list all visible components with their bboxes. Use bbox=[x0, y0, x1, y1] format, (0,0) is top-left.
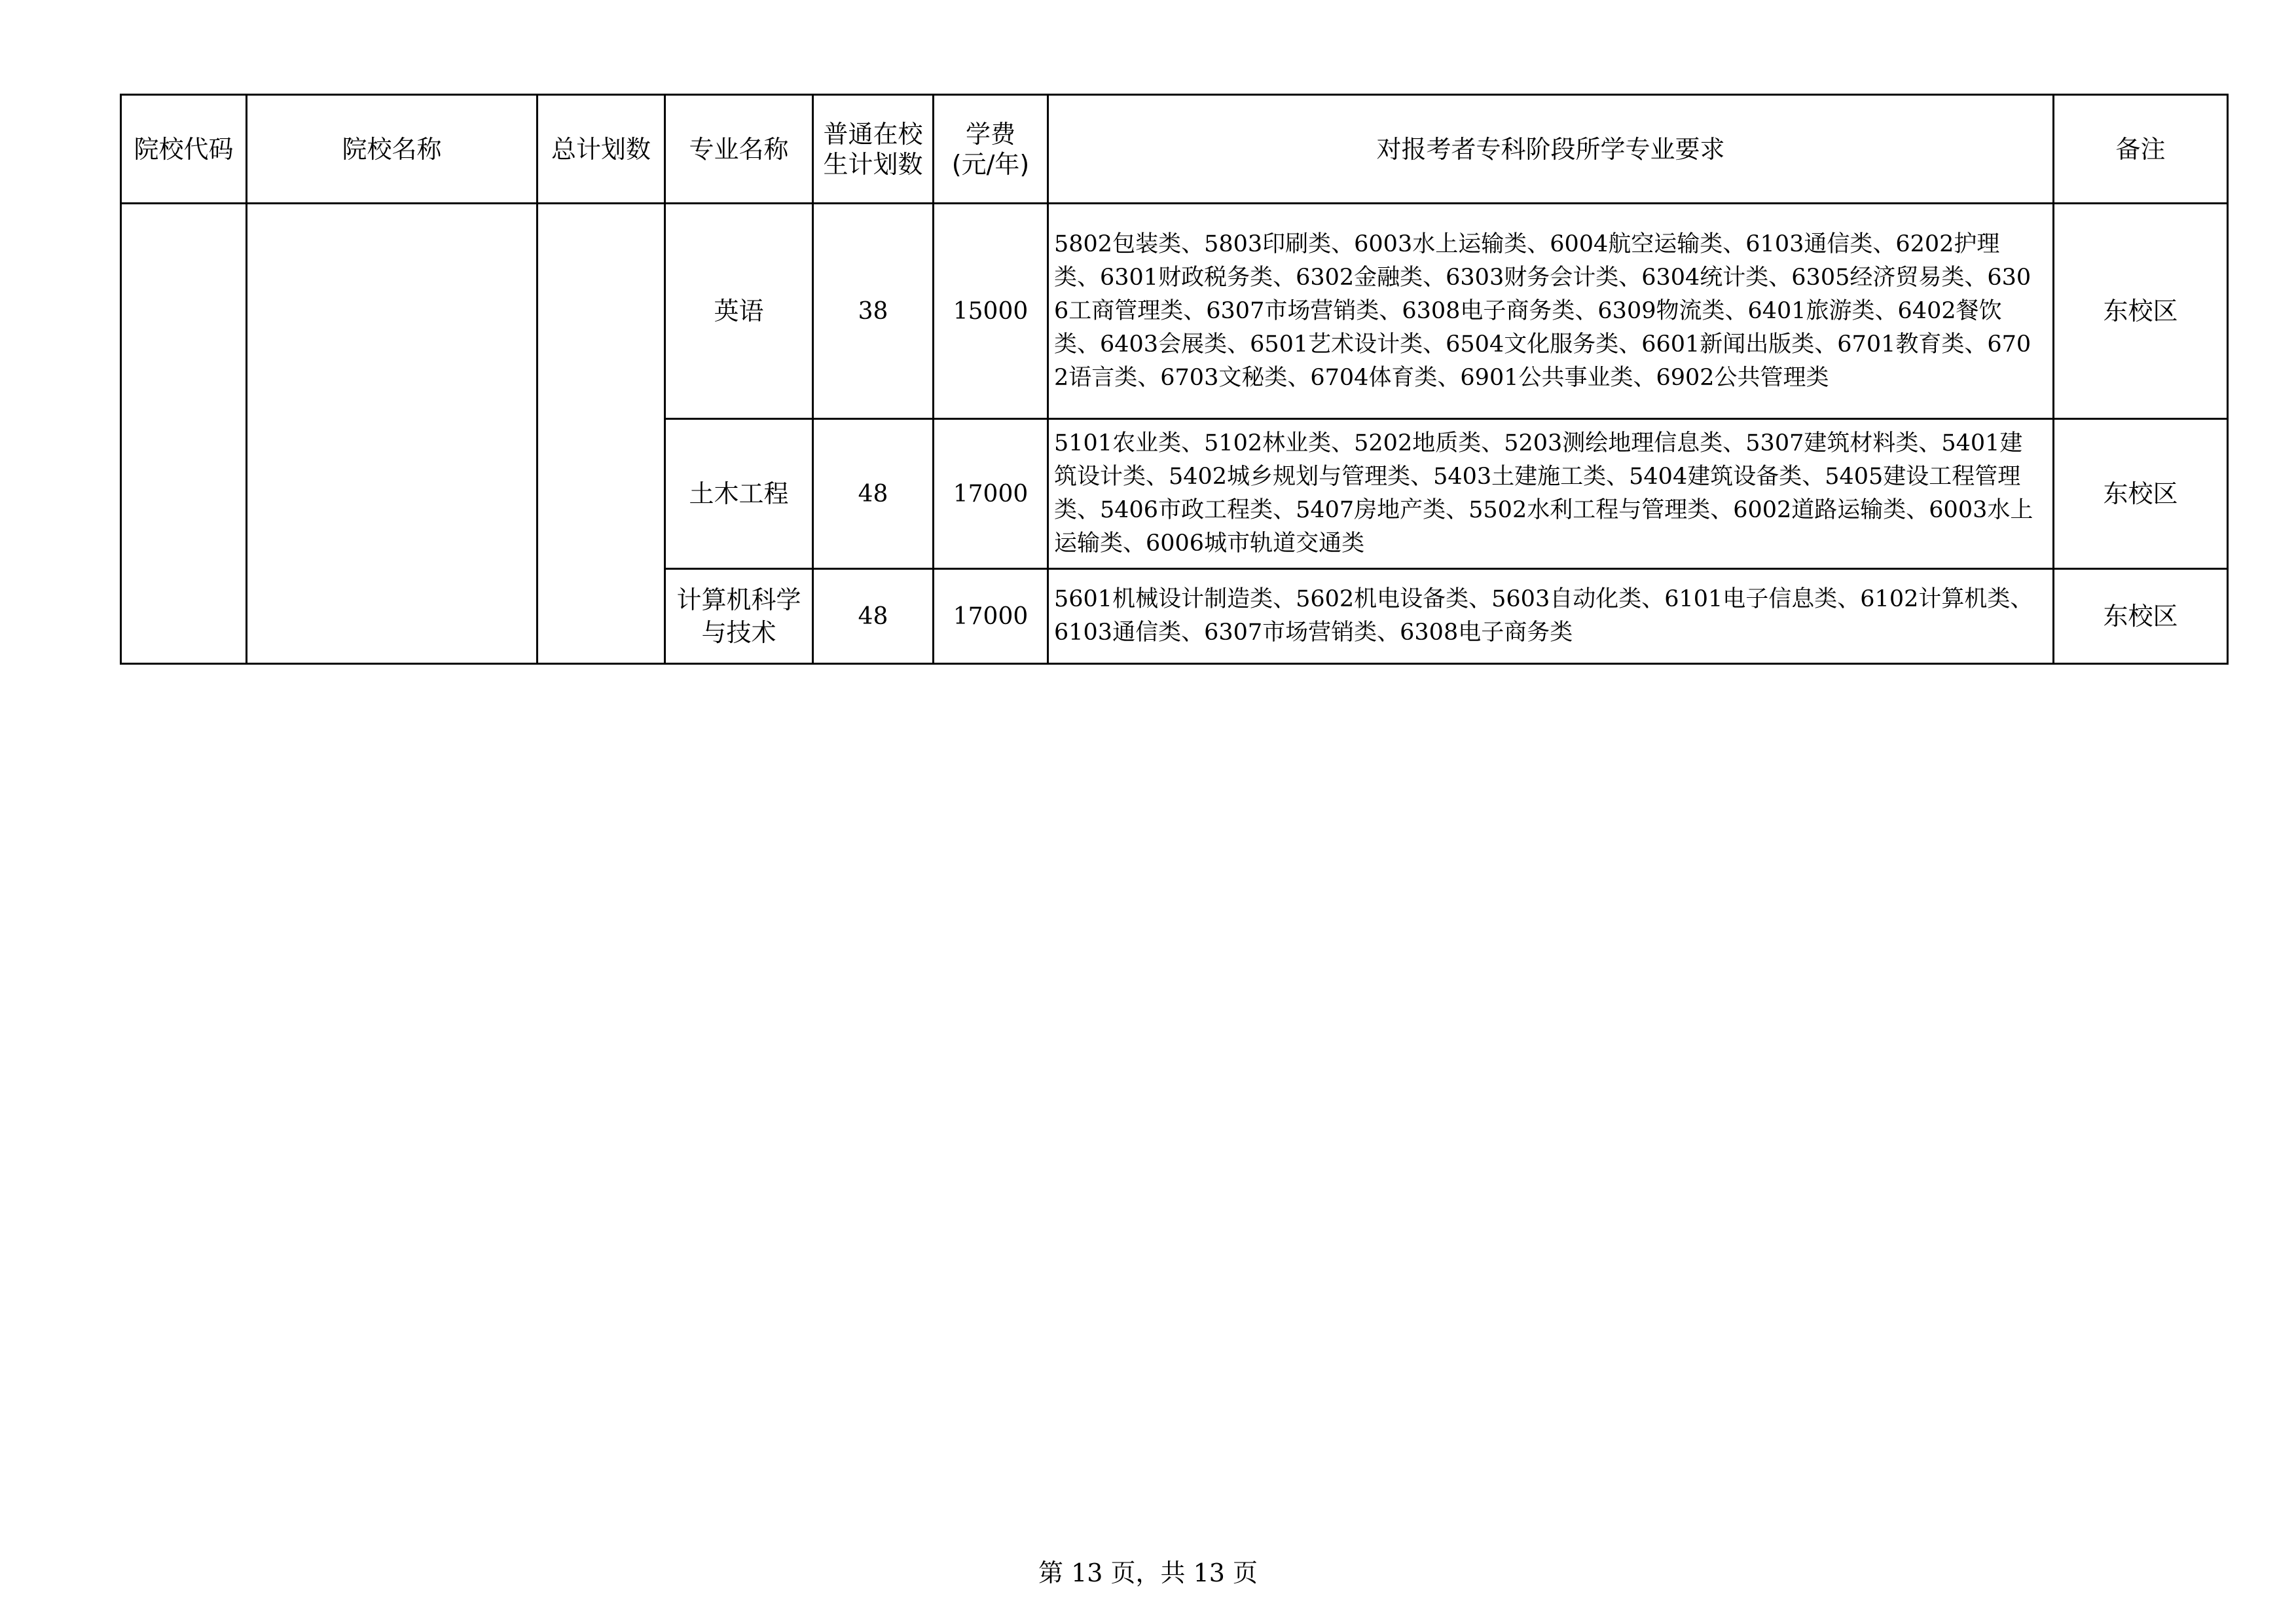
header-major-name: 专业名称 bbox=[665, 95, 813, 204]
remark-cell: 东校区 bbox=[2054, 204, 2228, 419]
header-regular-plan-line2: 生计划数 bbox=[823, 149, 923, 179]
major-name-line2: 与技术 bbox=[701, 618, 776, 647]
requirement-cell: 5802包装类、5803印刷类、6003水上运输类、6004航空运输类、6103通信类、6202护理类、6301财政税务类、6302金融类、6303财务会计类、6304统计类、6305经济贸易类、6306工商管理类、6307市场营销类、6308电子商务类、6309物流类、6401旅游类、6402餐饮类、6403会展类、6501艺术设计类、6504文化服务类、6601新闻出版类、6701教育类、6702语言类、6703文秘类、6704体育类、6901公共事业类、6902公共管理类 bbox=[1048, 204, 2054, 419]
requirement-cell: 5101农业类、5102林业类、5202地质类、5203测绘地理信息类、5307建筑材料类、5401建筑设计类、5402城乡规划与管理类、5403土建施工类、5404建筑设备类、5405建设工程管理类、5406市政工程类、5407房地产类、5502水利工程与管理类、6002道路运输类、6003水上运输类、6006城市轨道交通类 bbox=[1048, 419, 2054, 569]
enrollment-plan-table bbox=[120, 94, 2229, 665]
total-plan-cell bbox=[538, 204, 665, 664]
major-name-line1: 计算机科学 bbox=[676, 585, 801, 614]
school-name-cell bbox=[247, 204, 538, 664]
header-tuition-line2: (元/年) bbox=[951, 149, 1030, 179]
regular-plan-cell: 48 bbox=[813, 419, 934, 569]
header-remarks: 备注 bbox=[2054, 95, 2228, 204]
remark-cell: 东校区 bbox=[2054, 569, 2228, 664]
header-school-code: 院校代码 bbox=[121, 95, 247, 204]
header-school-name: 院校名称 bbox=[247, 95, 538, 204]
header-tuition bbox=[934, 95, 1048, 204]
major-name-cell: 土木工程 bbox=[665, 419, 813, 569]
regular-plan-cell: 38 bbox=[813, 204, 934, 419]
header-regular-plan bbox=[813, 95, 934, 204]
remark-cell: 东校区 bbox=[2054, 419, 2228, 569]
major-name-cell bbox=[665, 569, 813, 664]
tuition-cell: 17000 bbox=[934, 569, 1048, 664]
requirement-cell: 5601机械设计制造类、5602机电设备类、5603自动化类、6101电子信息类、6102计算机类、6103通信类、6307市场营销类、6308电子商务类 bbox=[1048, 569, 2054, 664]
header-requirement: 对报考者专科阶段所学专业要求 bbox=[1048, 95, 2054, 204]
table-header-row bbox=[121, 95, 2228, 204]
header-regular-plan-line1: 普通在校 bbox=[823, 119, 923, 149]
page-number-footer: 第 13 页，共 13 页 bbox=[1038, 1559, 1258, 1587]
regular-plan-cell: 48 bbox=[813, 569, 934, 664]
header-total-plan: 总计划数 bbox=[538, 95, 665, 204]
major-name-cell: 英语 bbox=[665, 204, 813, 419]
school-code-cell bbox=[121, 204, 247, 664]
header-tuition-line1: 学费 bbox=[965, 119, 1015, 149]
tuition-cell: 17000 bbox=[934, 419, 1048, 569]
tuition-cell: 15000 bbox=[934, 204, 1048, 419]
table-row bbox=[121, 204, 2228, 419]
